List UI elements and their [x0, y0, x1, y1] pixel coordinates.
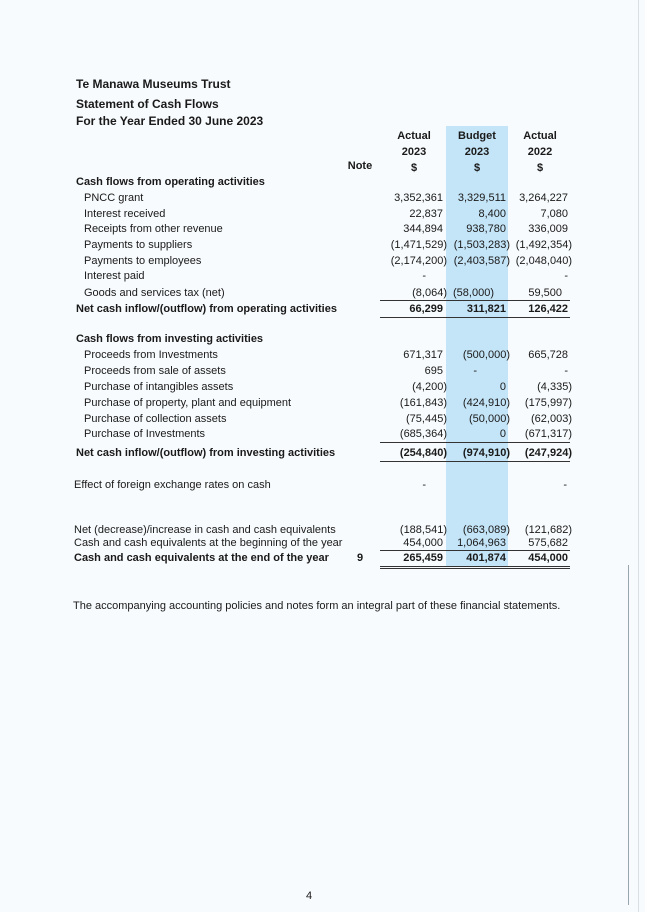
table-row: Purchase of Investments (685,364) 0 (671,317): [84, 428, 572, 440]
table-row: Goods and services tax (net) (8,064) (58,000) 59,500: [84, 287, 562, 299]
table-row: Interest paid - -: [84, 270, 568, 282]
statement-period: For the Year Ended 30 June 2023: [76, 114, 264, 128]
total-row-operating: Net cash inflow/(outflow) from operating activities 66,299 311,821 126,422: [76, 303, 568, 315]
table-row-fx: Effect of foreign exchange rates on cash - -: [74, 479, 567, 491]
table-row: PNCC grant 3,352,361 3,329,511 3,264,227: [84, 192, 568, 204]
statement-title: Statement of Cash Flows: [76, 97, 219, 111]
column-header-note: Note: [347, 160, 373, 172]
column-header-budget-2023: Budget 2023 $: [458, 130, 496, 174]
column-header-actual-2022: Actual 2022 $: [523, 130, 557, 174]
table-row: Purchase of intangibles assets (4,200) 0 (4,335): [84, 381, 572, 393]
organisation-name: Te Manawa Museums Trust: [76, 77, 231, 91]
total-rule: [380, 317, 570, 318]
table-row: Proceeds from sale of assets 695 - -: [84, 365, 568, 377]
table-row: Receipts from other revenue 344,894 938,780 336,009: [84, 223, 568, 235]
document-header: [76, 76, 263, 130]
table-row: Payments to suppliers (1,471,529) (1,503,283) (1,492,354): [84, 239, 572, 251]
subtotal-rule: [380, 442, 570, 443]
scan-edge-line: [628, 565, 629, 905]
table-row: Purchase of property, plant and equipment (161,843) (424,910) (175,997): [84, 397, 572, 409]
table-row: Payments to employees (2,174,200) (2,403,587) (2,048,040): [84, 255, 572, 267]
table-row: Interest received 22,837 8,400 7,080: [84, 208, 568, 220]
double-rule-bottom: [380, 568, 570, 569]
section-heading-operating: Cash flows from operating activities: [76, 176, 265, 188]
column-header-actual-2023: Actual 2023 $: [397, 130, 431, 174]
total-rule: [380, 461, 570, 462]
double-rule-top: [380, 566, 570, 567]
page-number: 4: [306, 890, 313, 902]
footer-note: The accompanying accounting policies and notes form an integral part of these financial statements.: [73, 600, 561, 612]
table-row-closing-cash: Cash and cash equivalents at the end of the year 9 265,459 401,874 454,000: [74, 552, 568, 564]
section-heading-investing: Cash flows from investing activities: [76, 333, 264, 345]
table-row-net-change: Net (decrease)/increase in cash and cash equivalents (188,541) (663,089) (121,682): [74, 524, 572, 536]
total-row-investing: Net cash inflow/(outflow) from investing activities (254,840) (974,910) (247,924): [76, 447, 572, 459]
table-row: Proceeds from Investments 671,317 (500,000) 665,728: [84, 349, 568, 361]
table-row-opening-cash: Cash and cash equivalents at the beginning of the year 454,000 1,064,963 575,682: [74, 537, 568, 549]
table-row: Purchase of collection assets (75,445) (50,000) (62,003): [84, 413, 572, 425]
